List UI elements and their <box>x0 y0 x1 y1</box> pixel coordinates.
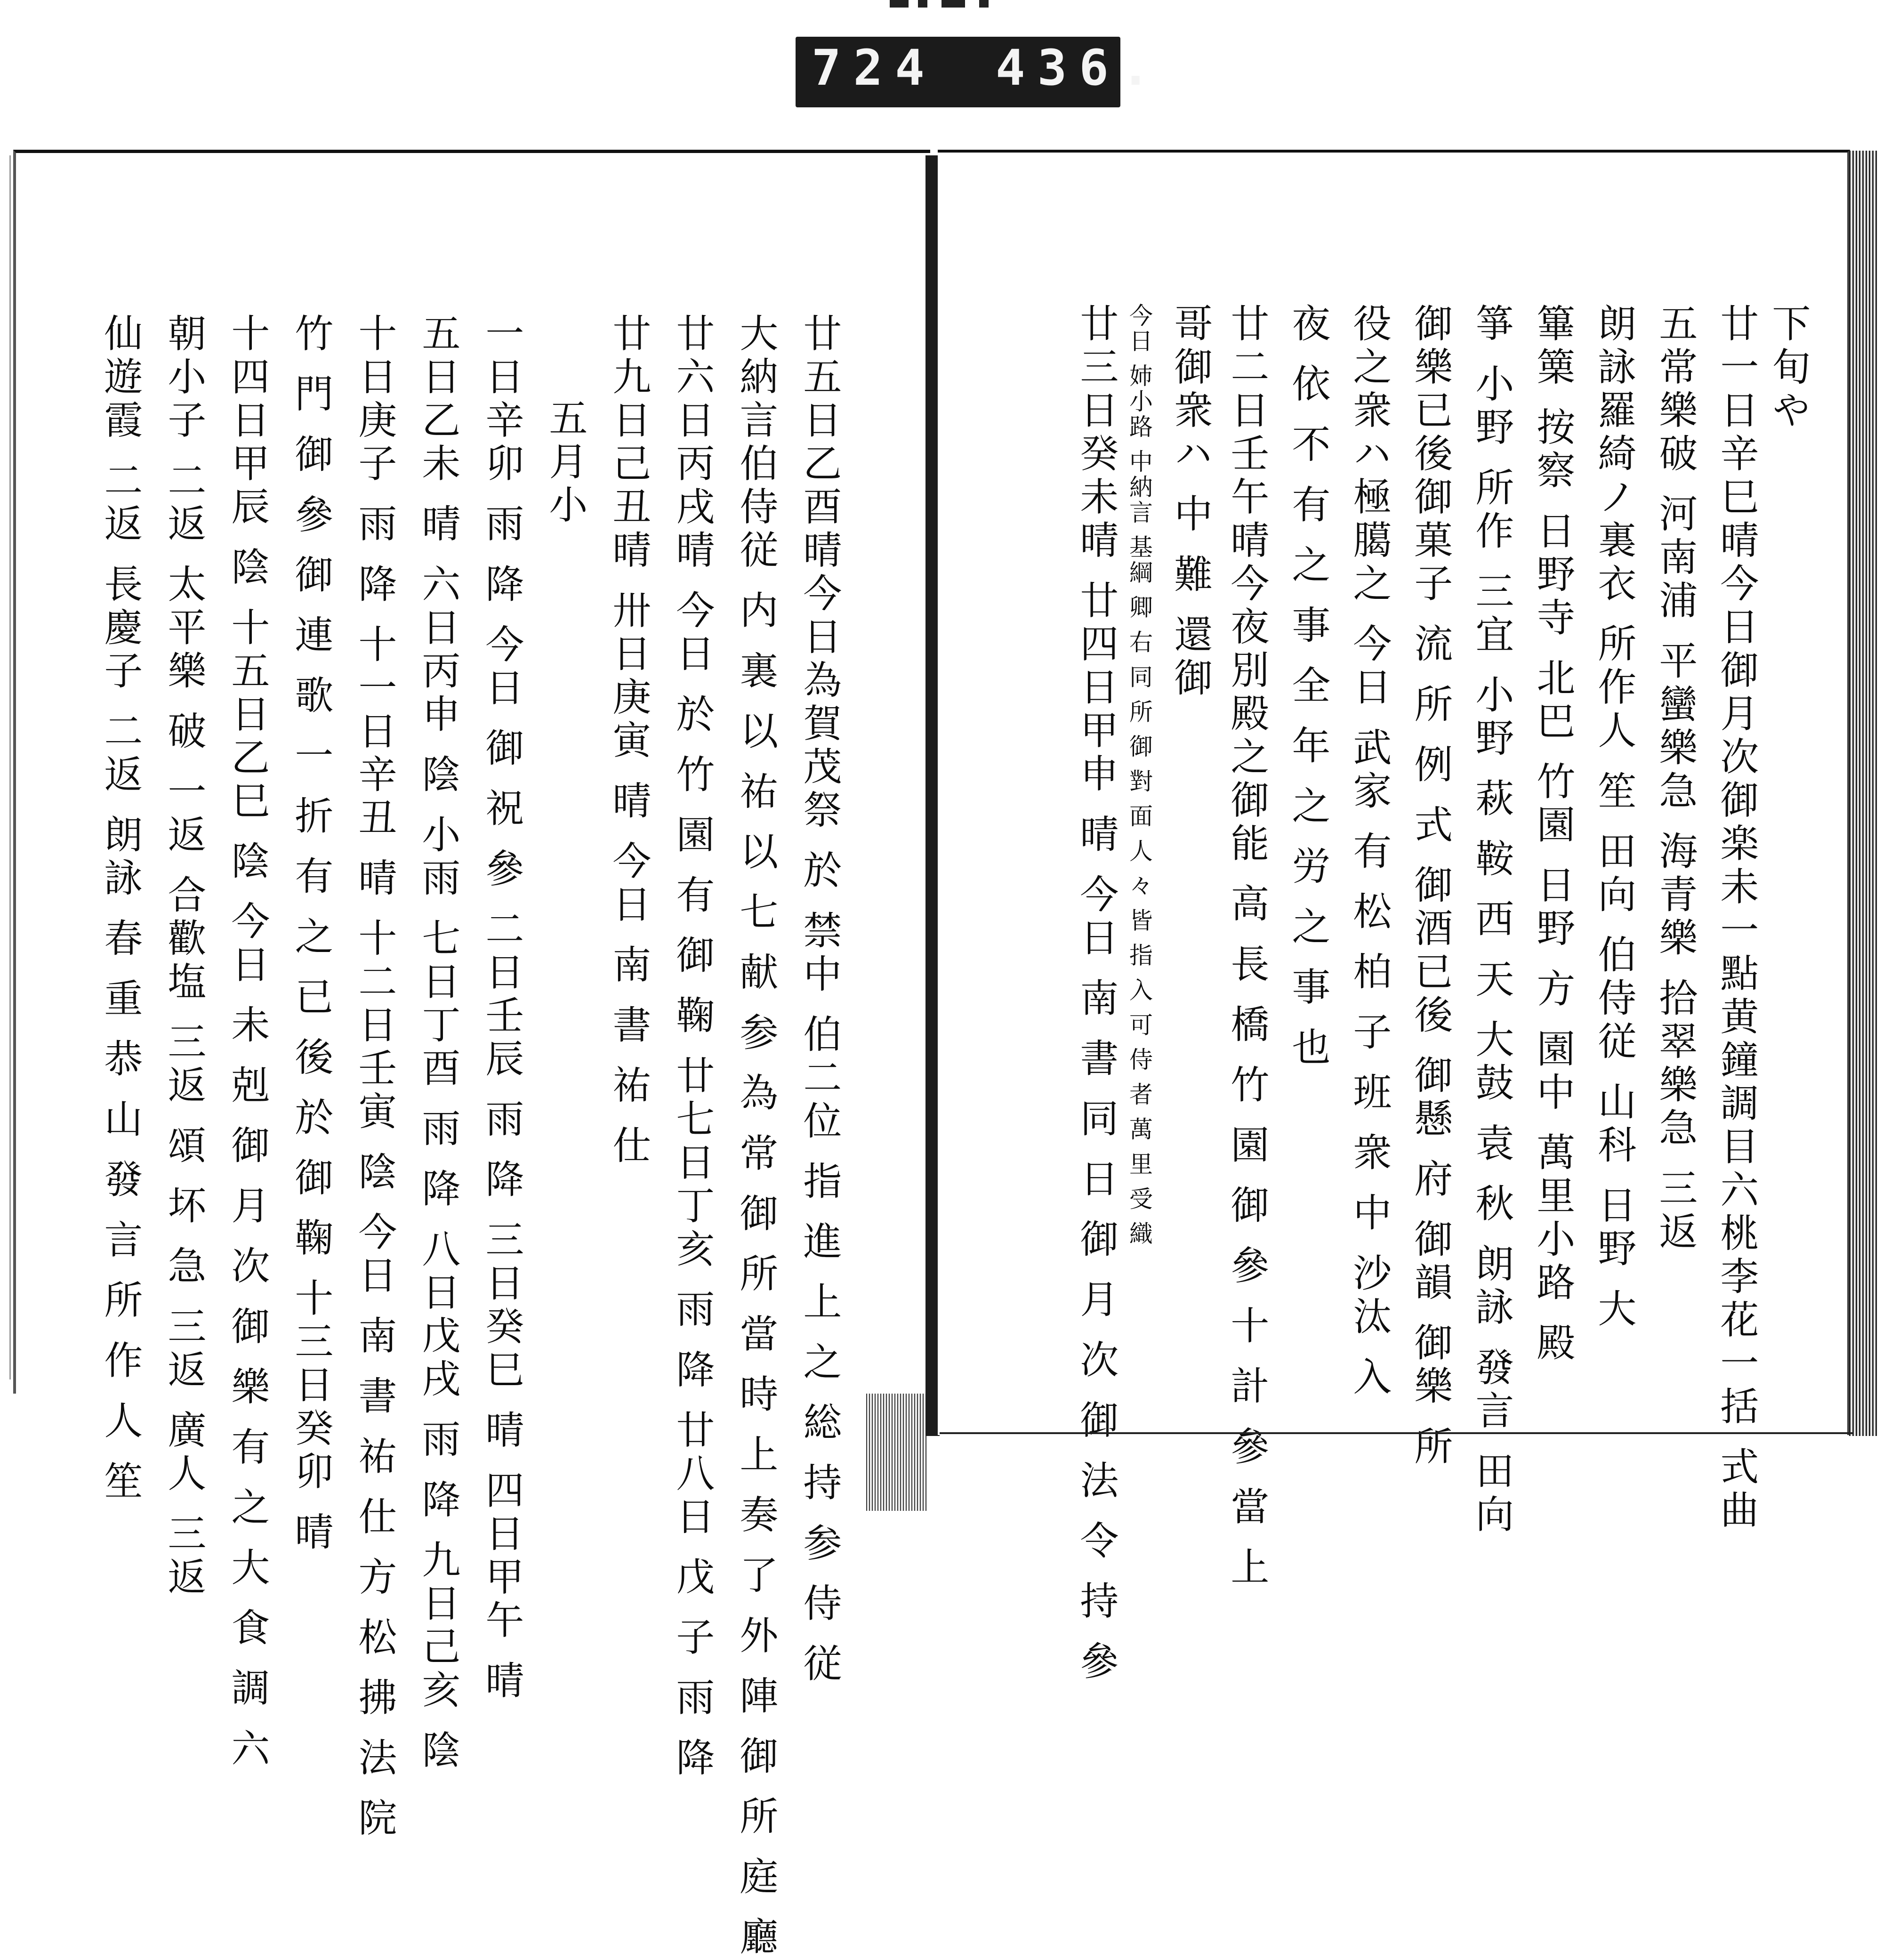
right-column-2: 廿一日辛巳晴今日御月次御楽未一點黄鐘調目六桃李花一括 式曲 <box>1714 303 1759 1533</box>
right-page-bottom-edge <box>940 1432 1853 1444</box>
left-column-month-heading: 五月小 <box>542 398 587 528</box>
left-page-margin-line <box>9 155 11 1379</box>
right-column-3: 五常樂破 河南浦 平蠻樂急 海青樂 拾翠樂急 三返 <box>1652 303 1698 1255</box>
left-column-8: 十日庚子 雨 降 十一日辛丑 晴 十二日壬寅 陰 今日 南 書 祐 仕 方 松 拂 法 院 <box>352 313 397 1841</box>
archive-label <box>796 37 1163 107</box>
left-column-7: 五日乙未 晴 六日丙申 陰 小雨 七日丁酉 雨 降 八日戊戌 雨 降 九日己亥 陰 <box>415 313 460 1773</box>
left-column-4: 廿九日己丑晴 卅日庚寅 晴 今日 南 書 祐 仕 <box>606 313 651 1169</box>
right-column-11: 哥御衆ハ 中 難 還御 <box>1167 303 1213 701</box>
left-column-12: 仙遊霞 二返 長慶子 二返 朗詠 春 重 恭 山 發 言 所 作 人 笙 <box>97 313 143 1504</box>
left-column-2: 大納言伯侍従 内 裏 以 祐 以 七 献 参 為 常 御 所 當 時 上 奏 了 外 陣 御 所 庭 廳 <box>733 313 778 1960</box>
right-column-9: 夜 依 不 有 之 事 全 年 之 労 之 事 也 <box>1285 303 1330 1070</box>
left-column-10: 十四日甲辰 陰 十五日乙巳 陰 今日 未 剋 御 月 次 御 樂 有 之 大 食 調 六 <box>225 313 270 1772</box>
right-column-6: 箏 小野 所作 三宜 小野 萩 鞍 西 天 大鼓 袁 秋 朗詠 發言 田向 <box>1469 303 1514 1537</box>
left-column-3: 廿六日丙戌晴 今日 於 竹 園 有 御 鞠 廿七日丁亥 雨 降 廿八日 戊 子 雨 降 <box>669 313 715 1781</box>
left-page-bottom-edge <box>866 1390 927 1511</box>
archive-number-left: 724 <box>812 39 937 97</box>
left-page <box>13 150 930 1960</box>
right-column-7: 御樂已後御菓子 流 所 例 式 御酒已後 御懸 府 御韻 御樂 所 <box>1408 303 1453 1469</box>
right-page <box>938 150 1850 1684</box>
left-column-1: 廿五日乙酉晴今日為賀茂祭 於 禁中 伯二位 指 進 上 之 総 持 参 侍 従 <box>797 313 842 1686</box>
right-column-5: 篳篥 按察 日野寺 北巴 竹園 日野 方 園中 萬里小路 殿 <box>1530 303 1575 1366</box>
right-column-4: 朗詠羅綺ノ裏衣 所作人 笙 田向 伯侍従 山科 日野 大 <box>1591 303 1636 1332</box>
right-column-8: 役之衆ハ極臈之 今日 武家 有 松 柏 子 班 衆 中 沙汰 入 <box>1346 303 1392 1400</box>
left-column-11: 朝小子 二返 太平樂 破 一返 合歡塩 三返 頌 坏 急 三返 廣人 三返 <box>161 313 206 1600</box>
right-column-12-annotation: 今日 姉小路 中納言 基綱 卿 右 同 所 御 對 面 人 々 皆 指 入 可 侍 者 萬 里 受 織 <box>1126 303 1153 1247</box>
right-column-1: 下旬や <box>1765 303 1811 433</box>
archive-number-right: 436. <box>996 39 1163 97</box>
right-column-13: 廿三日癸未晴 廿四日甲申 晴 今日 南 書 同 日 御 月 次 御 法 令 持 參 <box>1073 303 1119 1684</box>
left-column-9: 竹 門 御 參 御 連 歌 一 折 有 之 已 後 於 御 鞠 十三日癸卯 晴 <box>288 313 333 1555</box>
right-column-10: 廿二日壬午晴今夜別殿之御能 高 長 橋 竹 園 御 參 十 計 參 當 上 <box>1224 303 1269 1590</box>
top-registration-mark <box>885 0 998 8</box>
left-column-6: 一日辛卯 雨 降 今日 御 祝 參 二日壬辰 雨 降 三日癸巳 晴 四日甲午 晴 <box>479 313 524 1703</box>
right-page-edge <box>1849 151 1877 1436</box>
